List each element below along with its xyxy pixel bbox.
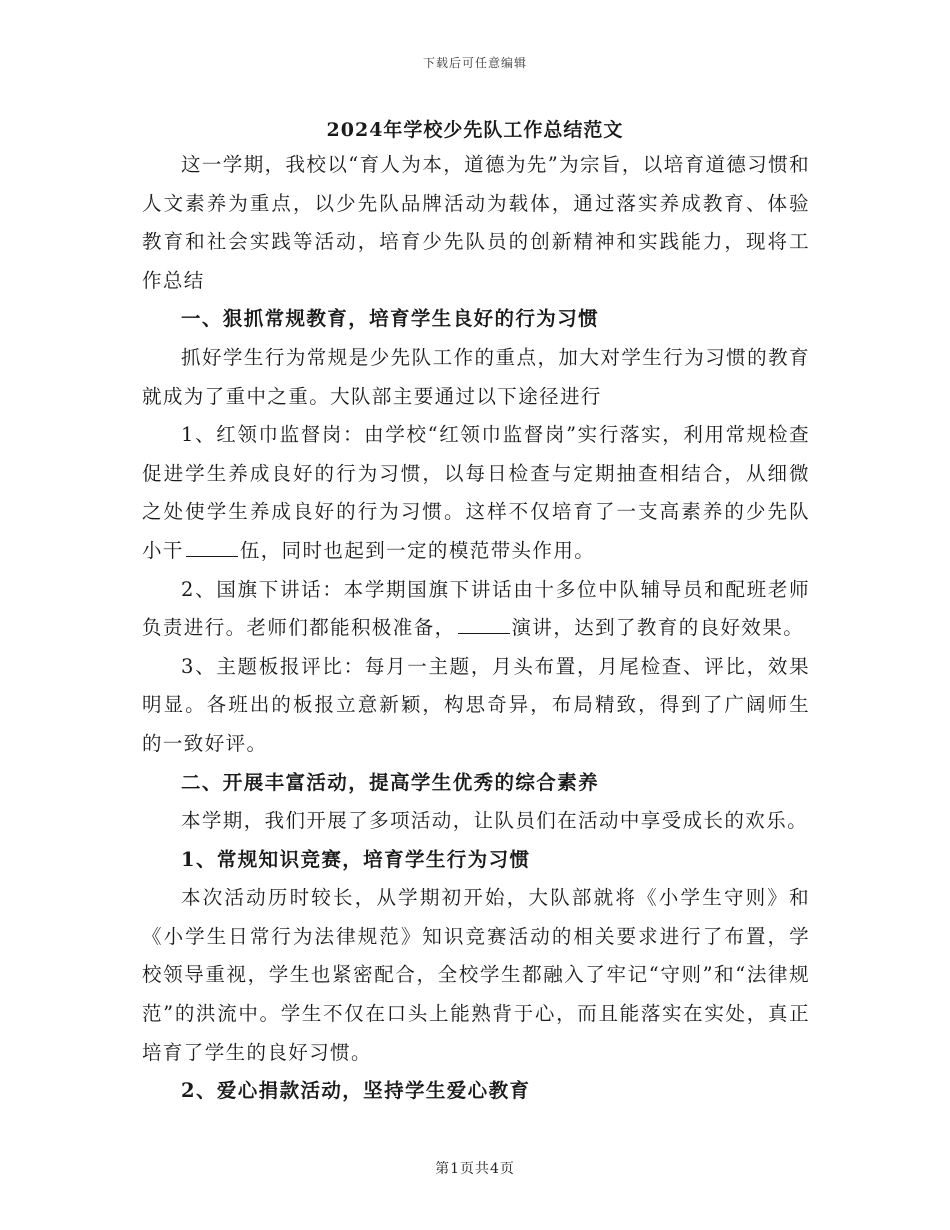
section2-sub2-heading: 2、爱心捐款活动，坚持学生爱心教育 (181, 1079, 531, 1103)
item2-text-after: 演讲，达到了教育的良好效果。 (511, 616, 805, 640)
intro-paragraph: 这一学期，我校以“育人为本，道德为先”为宗旨，以培育道德习惯和人文素养为重点，以少先队品牌活动为载体，通过落实养成教育、体验教育和社会实践等活动，培育少先队员的创新精神和实践能力，现将工作总结 (142, 153, 810, 292)
section1-heading: 一、狠抓常规教育，培育学生良好的行为习惯 (181, 307, 600, 331)
item1-text-after: 伍，同时也起到一定的模范带头作用。 (239, 538, 596, 562)
section2-heading: 二、开展丰富活动，提高学生优秀的综合素养 (181, 770, 600, 794)
section1-item1 (142, 416, 810, 570)
item2-text-before: 2、国旗下讲话：本学期国旗下讲话由十多位中队辅导员和配班老师负责进行。老师们都能积极准备， (142, 577, 810, 640)
blank-underline (458, 613, 510, 634)
section1-item2 (142, 571, 810, 648)
page-footer: 第1页共4页 (435, 1161, 515, 1177)
section1-intro: 抓好学生行为常规是少先队工作的重点，加大对学生行为习惯的教育就成为了重中之重。大队部主要通过以下途径进行 (142, 345, 810, 408)
item1-text-before: 1、红领巾监督岗：由学校“红领巾监督岗”实行落实，利用常规检查促进学生养成良好的行为习惯，以每日检查与定期抽查相结合，从细微之处使学生养成良好的行为习惯。这样不仅培育了一支高素养的少先队小干 (142, 423, 810, 562)
document-title: 2024年学校少先队工作总结范文 (326, 119, 624, 141)
section2-sub1-heading: 1、常规知识竞赛，培育学生行为习惯 (181, 847, 531, 871)
section1-item3: 3、主题板报评比：每月一主题，月头布置，月尾检查、评比，效果明显。各班出的板报立意新颖，构思奇异，布局精致，得到了广阔师生的一致好评。 (142, 654, 810, 755)
section2-sub1-body: 本次活动历时较长，从学期初开始，大队部就将《小学生守则》和《小学生日常行为法律规范》知识竞赛活动的相关要求进行了布置，学校领导重视，学生也紧密配合，全校学生都融入了牢记“守则”和“法律规范”的洪流中。学生不仅在口头上能熟背于心，而且能落实在实处，真正培育了学生的良好习惯。 (142, 886, 810, 1064)
blank-underline (186, 535, 238, 556)
section2-intro: 本学期，我们开展了多项活动，让队员们在活动中享受成长的欢乐。 (181, 809, 809, 833)
header-note: 下载后可任意编辑 (422, 56, 527, 70)
document-body (142, 146, 810, 1111)
